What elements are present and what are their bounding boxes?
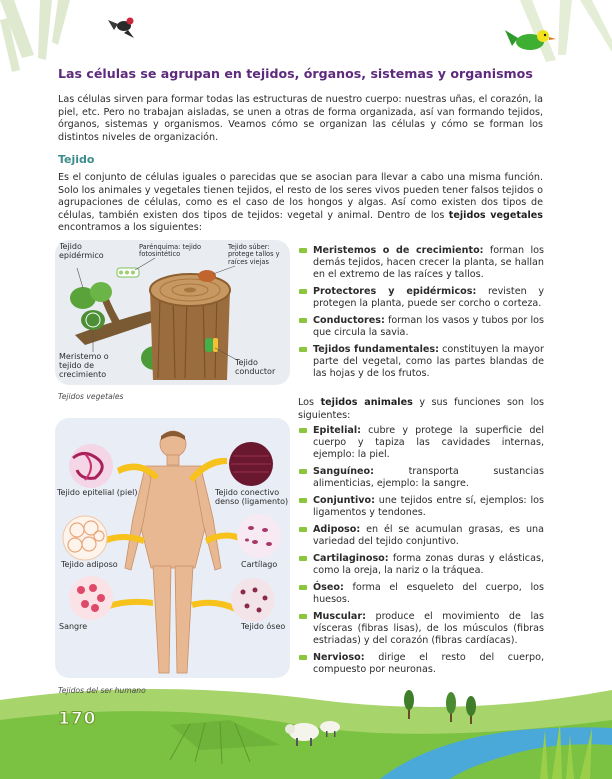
- list-item: Meristemos o de crecimiento: forman los demás tejidos, hacen crecer la planta, se hallan en el extremo de las raíces y tallos.: [298, 245, 544, 280]
- label-tejido-epitelial: Tejido epitelial (piel): [57, 488, 138, 497]
- list-item: Conjuntivo: une tejidos entre sí, ejemplos: los ligamentos y tendones.: [298, 495, 544, 519]
- human-body-illustration: [55, 418, 290, 678]
- label-tejido-conductor: Tejido conductor: [235, 358, 276, 376]
- bullet-icon: [299, 655, 307, 660]
- label-cartilago: Cartílago: [241, 560, 278, 569]
- label-tejido-conectivo: Tejido conectivo denso (ligamento): [215, 488, 289, 506]
- label-meristemo: Meristemo o tejido de crecimiento: [59, 352, 109, 379]
- grass-blades-top-left-icon: [0, 0, 70, 72]
- list-item: Conductores: forman los vasos y tubos por los que circula la savia.: [298, 315, 544, 339]
- label-tejido-oseo: Tejido óseo: [241, 622, 286, 631]
- tissue-conectivo-icon: [229, 442, 273, 486]
- bullet-icon: [299, 527, 307, 532]
- page-number: 170: [58, 709, 97, 729]
- subsection-title: Tejido: [58, 153, 95, 166]
- label-tejido-adiposo: Tejido adiposo: [61, 560, 118, 569]
- bird-black-icon: [108, 18, 134, 39]
- list-item: Tejidos fundamentales: constituyen la mayor parte del vegetal, como las partes blandas de las hojas y de los frutos.: [298, 344, 544, 379]
- figure-human-tissues: [55, 418, 290, 678]
- bullet-icon: [299, 428, 307, 433]
- label-parenquima: Parénquima: tejido fotosintético: [139, 243, 202, 259]
- list-item: Protectores y epidérmicos: revisten y protegen la planta, puede ser corcho o corteza.: [298, 286, 544, 310]
- list-item: Nervioso: dirige el resto del cuerpo, compuesto por neuronas.: [298, 652, 544, 676]
- list-item: Muscular: produce el movimiento de las vísceras (fibras lisas), de los músculos (fibras estriadas) y del corazón (fibras cardíacas).: [298, 611, 544, 646]
- tissue-epitelial-icon: [69, 444, 113, 488]
- list-item: Adiposo: en él se acumulan grasas, es una variedad del tejido conjuntivo.: [298, 524, 544, 548]
- list-item: Sanguíneo: transporta sustancias alimenticias, ejemplo: la sangre.: [298, 466, 544, 490]
- bullet-icon: [299, 318, 307, 323]
- animal-intro-paragraph: Los tejidos animales y sus funciones son los siguientes:: [298, 397, 545, 421]
- grass-blades-top-right-icon: [520, 0, 612, 62]
- tissue-sangre-icon: [69, 576, 113, 620]
- tissue-adiposo-icon: [63, 516, 107, 560]
- caption-tejidos-ser-humano: Tejidos del ser humano: [58, 686, 146, 695]
- caption-tejidos-vegetales: Tejidos vegetales: [58, 392, 124, 401]
- bullet-icon: [299, 614, 307, 619]
- section-title: Las células se agrupan en tejidos, órganos, sistemas y organismos: [58, 66, 533, 81]
- label-tejido-suber: Tejido súber: protege tallos y raíces viejas: [228, 243, 280, 266]
- bullet-icon: [299, 347, 307, 352]
- tissue-oseo-icon: [231, 578, 275, 622]
- tejido-paragraph: Es el conjunto de células iguales o parecidas que se asocian para llevar a cabo una misma función. Solo los animales y vegetales tienen tejidos, el resto de los seres vivos pueden tener falsos tejidos o agrupaciones de células, como es el caso de los hongos y algas. Así como existen dos tipos de células, también existen dos tipos de tejidos: vegetal y animal. Dentro de los tejidos vegetales encontramos a los siguientes:: [58, 172, 543, 234]
- bullet-icon: [299, 556, 307, 561]
- bullet-icon: [299, 289, 307, 294]
- bullet-icon: [299, 585, 307, 590]
- tissue-cartilago-icon: [237, 514, 281, 558]
- bullet-icon: [299, 248, 307, 253]
- landscape-footer-icon: [0, 689, 612, 779]
- vegetal-tissue-list: [298, 245, 544, 385]
- intro-paragraph: Las células sirven para formar todas las estructuras de nuestro cuerpo: nuestras uñas, el corazón, la piel, etc. Pero no trabajan aisladas, se unen a otras de forma organizada, así van formando tejidos, órganos, sistemas y organismos. Veamos cómo se organizan las células y cómo se forman los distintos niveles de organización.: [58, 94, 543, 143]
- label-tejido-epidermico: Tejido epidérmico: [59, 242, 104, 260]
- bullet-icon: [299, 498, 307, 503]
- list-item: Epitelial: cubre y protege la superficie del cuerpo y tapiza las cavidades internas, ejemplo: la piel.: [298, 425, 544, 460]
- bullet-icon: [299, 469, 307, 474]
- figure-plant-tissues: [55, 240, 290, 385]
- animal-tissue-list: [298, 425, 544, 681]
- list-item: Óseo: forma el esqueleto del cuerpo, los huesos.: [298, 582, 544, 606]
- list-item: Cartilaginoso: forma zonas duras y elásticas, como la oreja, la nariz o la tráquea.: [298, 553, 544, 577]
- label-sangre: Sangre: [59, 622, 88, 631]
